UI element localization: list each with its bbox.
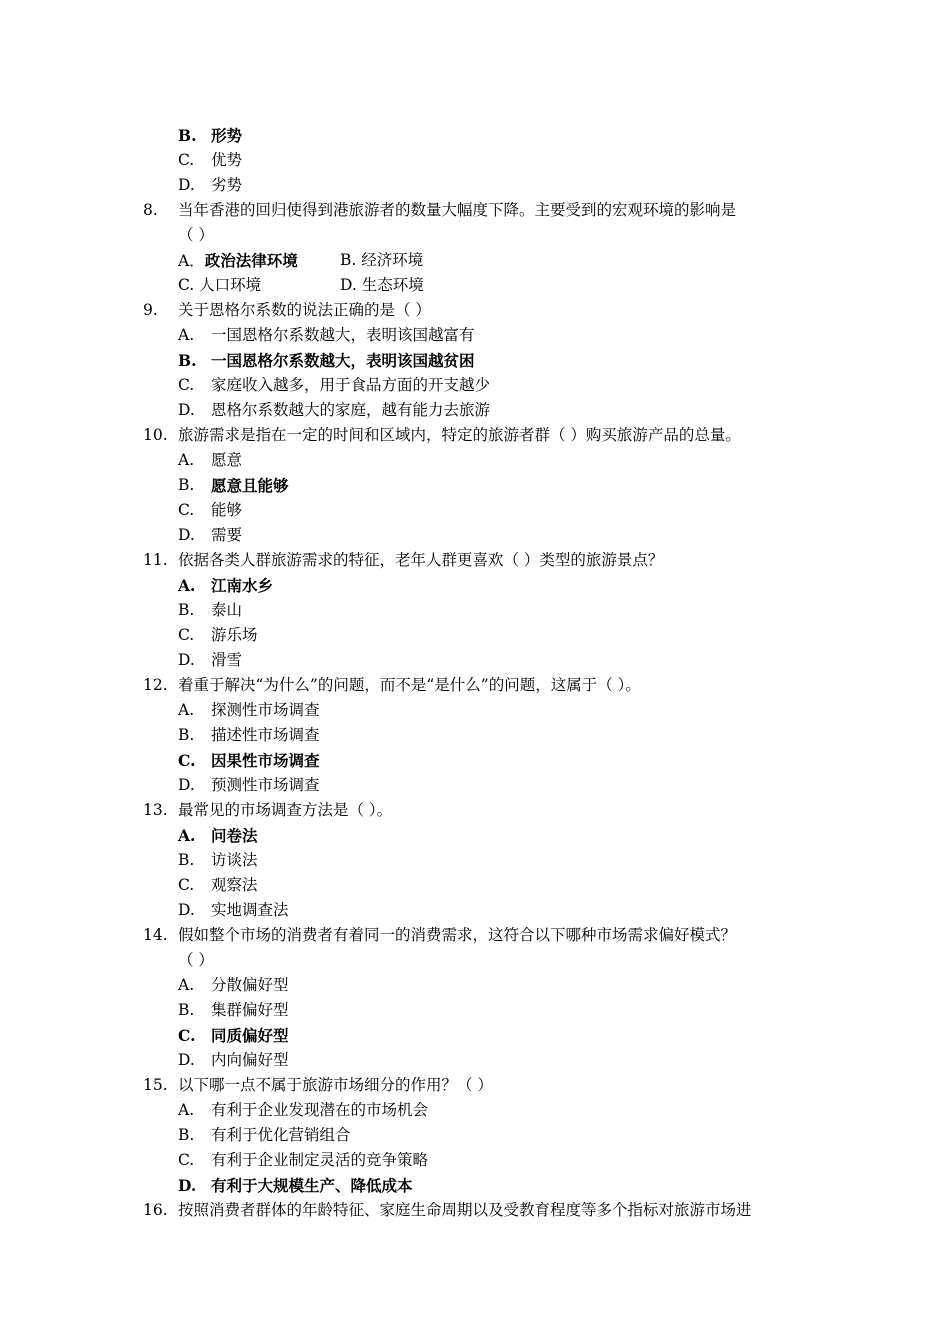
option-row [0, 623, 950, 648]
option-text: 愿意 [211, 451, 243, 469]
option-letter: B. [178, 601, 195, 619]
question-number: 14. [143, 926, 168, 944]
question-number: 12. [143, 676, 168, 694]
option-text: 愿意且能够 [211, 476, 289, 495]
option-row [0, 123, 950, 148]
option-letter: D. [178, 651, 195, 669]
option-text: 政治法律环境 [204, 251, 298, 270]
option-text: 内向偏好型 [211, 1051, 289, 1069]
option-letter: C. [178, 501, 195, 519]
question-text: 以下哪一点不属于旅游市场细分的作用？（ ） [178, 1076, 493, 1094]
question-row [0, 798, 950, 823]
option-text: 泰山 [211, 601, 243, 619]
option-row [0, 323, 950, 348]
option-row [0, 1048, 950, 1073]
question-number: 15. [143, 1076, 168, 1094]
option-a [178, 248, 298, 274]
option-text: 实地调查法 [211, 901, 289, 919]
option-letter: B. [178, 476, 195, 494]
option-row [0, 173, 950, 198]
option-text: 描述性市场调查 [211, 726, 320, 744]
option-letter: A． [178, 252, 205, 270]
option-row [0, 973, 950, 998]
option-letter: C. [178, 151, 195, 169]
option-letter: C. [178, 751, 196, 770]
question-number: 13. [143, 801, 168, 819]
option-text: 集群偏好型 [211, 1001, 289, 1019]
option-row [0, 348, 950, 373]
document-page [0, 123, 950, 1223]
option-text: 优势 [211, 151, 243, 169]
option-text: 探测性市场调查 [211, 701, 320, 719]
option-letter: B. [178, 1001, 195, 1019]
question-text: 按照消费者群体的年龄特征、家庭生命周期以及受教育程度等多个指标对旅游市场进 [178, 1201, 752, 1219]
question-row [0, 548, 950, 573]
option-text: 江南水乡 [211, 576, 274, 595]
question-text: 最常见的市场调查方法是（ ）。 [178, 801, 393, 819]
question-text: 关于恩格尔系数的说法正确的是（ ） [178, 301, 431, 319]
option-row [0, 648, 950, 673]
option-row [0, 448, 950, 473]
option-letter: D. [178, 401, 195, 419]
question-row [0, 1198, 950, 1223]
option-row [0, 873, 950, 898]
option-letter: D. [178, 1051, 195, 1069]
option-row [0, 498, 950, 523]
option-row [0, 723, 950, 748]
option-text: 分散偏好型 [211, 976, 289, 994]
option-letter: A. [178, 1101, 195, 1119]
option-text: 游乐场 [211, 626, 258, 644]
option-text: 因果性市场调查 [211, 751, 320, 770]
question-number: 8. [143, 201, 158, 219]
option-letter: C. [178, 626, 195, 644]
option-text: 一国恩格尔系数越大，表明该国越富有 [211, 326, 475, 344]
option-text: 家庭收入越多，用于食品方面的开支越少 [211, 376, 491, 394]
option-letter: A. [178, 976, 195, 994]
question-text: 依据各类人群旅游需求的特征，老年人群更喜欢（ ）类型的旅游景点？ [178, 551, 664, 569]
option-text: 能够 [211, 501, 243, 519]
option-letter: B. [178, 126, 197, 145]
option-text: 形势 [211, 126, 243, 145]
question-row [0, 423, 950, 448]
option-row [0, 1023, 950, 1048]
option-row [0, 398, 950, 423]
option-text: 劣势 [211, 176, 243, 194]
question-row [0, 298, 950, 323]
option-row [0, 598, 950, 623]
option-text: 滑雪 [211, 651, 243, 669]
option-letter: C. [178, 376, 195, 394]
option-b: B. 经济环境 [340, 251, 424, 269]
option-c: C. 人口环境 [178, 276, 262, 294]
option-row [0, 573, 950, 598]
option-text: 有利于优化营销组合 [211, 1126, 351, 1144]
question-row [0, 198, 950, 223]
question-continuation [0, 223, 950, 248]
question-number: 11. [143, 551, 168, 569]
option-text: 预测性市场调查 [211, 776, 320, 794]
option-letter: D. [178, 1176, 197, 1195]
question-row [0, 923, 950, 948]
option-letter: A. [178, 451, 195, 469]
question-text: 旅游需求是指在一定的时间和区域内，特定的旅游者群（ ）购买旅游产品的总量。 [178, 426, 741, 444]
option-row [0, 273, 950, 298]
option-letter: C. [178, 876, 195, 894]
option-row [0, 998, 950, 1023]
option-letter: B. [178, 351, 197, 370]
option-row [0, 773, 950, 798]
option-letter: A. [178, 826, 196, 845]
option-row [0, 823, 950, 848]
option-text: 访谈法 [211, 851, 258, 869]
question-text: 当年香港的回归使得到港旅游者的数量大幅度下降。主要受到的宏观环境的影响是 [178, 201, 737, 219]
option-text: 观察法 [211, 876, 258, 894]
question-continuation [0, 948, 950, 973]
option-row [0, 473, 950, 498]
option-letter: C. [178, 1151, 195, 1169]
option-row [0, 848, 950, 873]
option-letter: D. [178, 776, 195, 794]
option-row [0, 523, 950, 548]
option-letter: D. [178, 901, 195, 919]
option-row [0, 248, 950, 273]
question-text-cont: （ ） [178, 226, 214, 244]
option-row [0, 1123, 950, 1148]
option-letter: C. [178, 1026, 196, 1045]
question-text-cont: （ ） [178, 951, 214, 969]
question-text: 假如整个市场的消费者有着同一的消费需求，这符合以下哪种市场需求偏好模式？ [178, 926, 737, 944]
option-row [0, 898, 950, 923]
option-text: 恩格尔系数越大的家庭，越有能力去旅游 [211, 401, 491, 419]
option-text: 一国恩格尔系数越大，表明该国越贫困 [211, 351, 475, 370]
option-letter: A. [178, 326, 195, 344]
option-letter: B. [178, 1126, 195, 1144]
option-letter: B. [178, 726, 195, 744]
question-number: 16. [143, 1201, 168, 1219]
option-d: D. 生态环境 [340, 276, 424, 294]
option-text: 同质偏好型 [211, 1026, 289, 1045]
option-letter: D. [178, 176, 195, 194]
question-row [0, 1073, 950, 1098]
option-row [0, 698, 950, 723]
option-row [0, 1173, 950, 1198]
option-row [0, 373, 950, 398]
option-row [0, 148, 950, 173]
option-row [0, 748, 950, 773]
option-letter: B. [178, 851, 195, 869]
option-text: 需要 [211, 526, 243, 544]
question-row [0, 673, 950, 698]
question-number: 10. [143, 426, 168, 444]
option-text: 有利于企业发现潜在的市场机会 [211, 1101, 429, 1119]
option-row [0, 1148, 950, 1173]
option-text: 有利于企业制定灵活的竞争策略 [211, 1151, 429, 1169]
option-text: 问卷法 [211, 826, 258, 845]
option-letter: A. [178, 576, 196, 595]
option-letter: A. [178, 701, 195, 719]
question-text: 着重于解决“为什么”的问题，而不是“是什么”的问题，这属于（ ）。 [178, 676, 641, 694]
question-number: 9. [143, 301, 158, 319]
option-text: 有利于大规模生产、降低成本 [211, 1176, 413, 1195]
option-letter: D. [178, 526, 195, 544]
option-row [0, 1098, 950, 1123]
